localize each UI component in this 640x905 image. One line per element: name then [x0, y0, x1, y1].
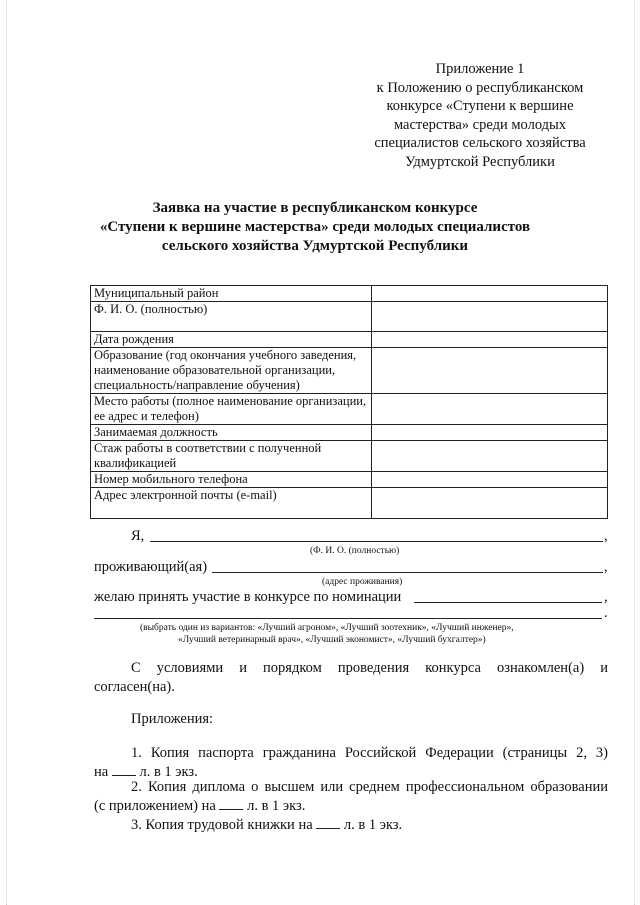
trailing-period: .: [604, 605, 608, 621]
fio-caption: (Ф. И. О. (полностью): [310, 546, 400, 556]
table-row: [91, 332, 608, 348]
attachment-item: [131, 816, 402, 835]
attachment-text: л. в 1 экз.: [139, 764, 198, 780]
page-count-blank[interactable]: [112, 763, 136, 776]
title-line: сельского хозяйства Удмуртской Республики: [161, 238, 469, 254]
trailing-comma: ,: [604, 589, 608, 605]
attachments-heading: Приложения:: [131, 711, 214, 727]
table-row: [91, 488, 608, 519]
application-form-table: [90, 285, 608, 519]
row-value-education[interactable]: [371, 348, 607, 394]
attachment-text: л. в 1 экз.: [247, 798, 306, 814]
row-label-work-experience: Стаж работы в соответствии с полученной квалификацией: [91, 441, 372, 472]
page-count-blank[interactable]: [219, 797, 243, 810]
residing-label: проживающий(ая): [94, 559, 208, 575]
row-value-workplace[interactable]: [371, 394, 607, 425]
title-line: Заявка на участие в республиканском конкурсе: [152, 200, 478, 216]
row-label-mobile-phone: Номер мобильного телефона: [91, 472, 372, 488]
appendix-line: Приложение 1: [435, 61, 525, 77]
row-label-workplace: Место работы (полное наименование организации, ее адрес и телефон): [91, 394, 372, 425]
options-caption: «Лучший ветеринарный врач», «Лучший экономист», «Лучший бухгалтер»): [178, 635, 486, 645]
attachment-text: (с приложением) на: [94, 798, 216, 814]
document-title: [80, 199, 550, 256]
table-row: [91, 302, 608, 332]
agreement-line: С условиями и порядком проведения конкурса ознакомлен(а) и: [131, 660, 608, 676]
appendix-line: мастерства» среди молодых: [393, 116, 567, 133]
trailing-comma: ,: [604, 528, 608, 544]
nomination-label: желаю принять участие в конкурсе по номинации: [94, 589, 402, 605]
row-label-education: Образование (год окончания учебного заведения, наименование образовательной организации, специальность/направление обучения): [91, 348, 372, 394]
attachment-item: [94, 797, 305, 816]
row-value-municipal-district[interactable]: [371, 286, 607, 302]
table-row: [91, 425, 608, 441]
row-label-position: Занимаемая должность: [91, 425, 372, 441]
attachment-item: 1. Копия паспорта гражданина Российской Федерации (страницы 2, 3): [131, 745, 608, 761]
attachment-text: л. в 1 экз.: [343, 817, 403, 833]
row-value-work-experience[interactable]: [371, 441, 607, 472]
address-fill-line[interactable]: [212, 572, 603, 573]
scan-edge-left: [6, 0, 8, 905]
row-value-birth-date[interactable]: [371, 332, 607, 348]
appendix-line: к Положению о республиканском: [376, 79, 584, 96]
attachment-item: 2. Копия диплома о высшем или среднем профессиональном образовании: [131, 779, 608, 795]
row-value-full-name[interactable]: [371, 302, 607, 332]
nomination-fill-line-2[interactable]: [94, 618, 602, 619]
appendix-line: специалистов сельского хозяйства: [374, 135, 586, 151]
row-value-position[interactable]: [371, 425, 607, 441]
table-row: [91, 394, 608, 425]
i-label: Я,: [131, 528, 145, 544]
appendix-line: Удмуртской Республики: [405, 153, 555, 170]
row-value-mobile-phone[interactable]: [371, 472, 607, 488]
agreement-line: согласен(на).: [94, 679, 175, 695]
row-label-birth-date: Дата рождения: [91, 332, 372, 348]
table-row: [91, 348, 608, 394]
trailing-comma: ,: [604, 559, 608, 575]
row-label-email: Адрес электронной почты (e-mail): [91, 488, 372, 519]
row-label-municipal-district: Муниципальный район: [91, 286, 372, 302]
attachment-text: на: [94, 764, 109, 780]
appendix-header: [360, 60, 600, 171]
table-row: [91, 286, 608, 302]
options-caption: (выбрать один из вариантов: «Лучший агроном», «Лучший зоотехник», «Лучший инженер»,: [140, 623, 514, 633]
scan-edge-right: [634, 0, 636, 905]
row-label-full-name: Ф. И. О. (полностью): [91, 302, 372, 332]
nomination-fill-line[interactable]: [414, 602, 602, 603]
attachment-text: 3. Копия трудовой книжки на: [131, 817, 313, 833]
row-value-email[interactable]: [371, 488, 607, 519]
table-row: [91, 441, 608, 472]
table-row: [91, 472, 608, 488]
address-caption: (адрес проживания): [322, 577, 403, 587]
fio-fill-line[interactable]: [150, 541, 603, 542]
page-count-blank[interactable]: [316, 816, 340, 829]
title-line: «Ступени к вершине мастерства» среди молодых специалистов: [99, 219, 531, 235]
appendix-line: конкурсе «Ступени к вершине: [386, 98, 574, 114]
